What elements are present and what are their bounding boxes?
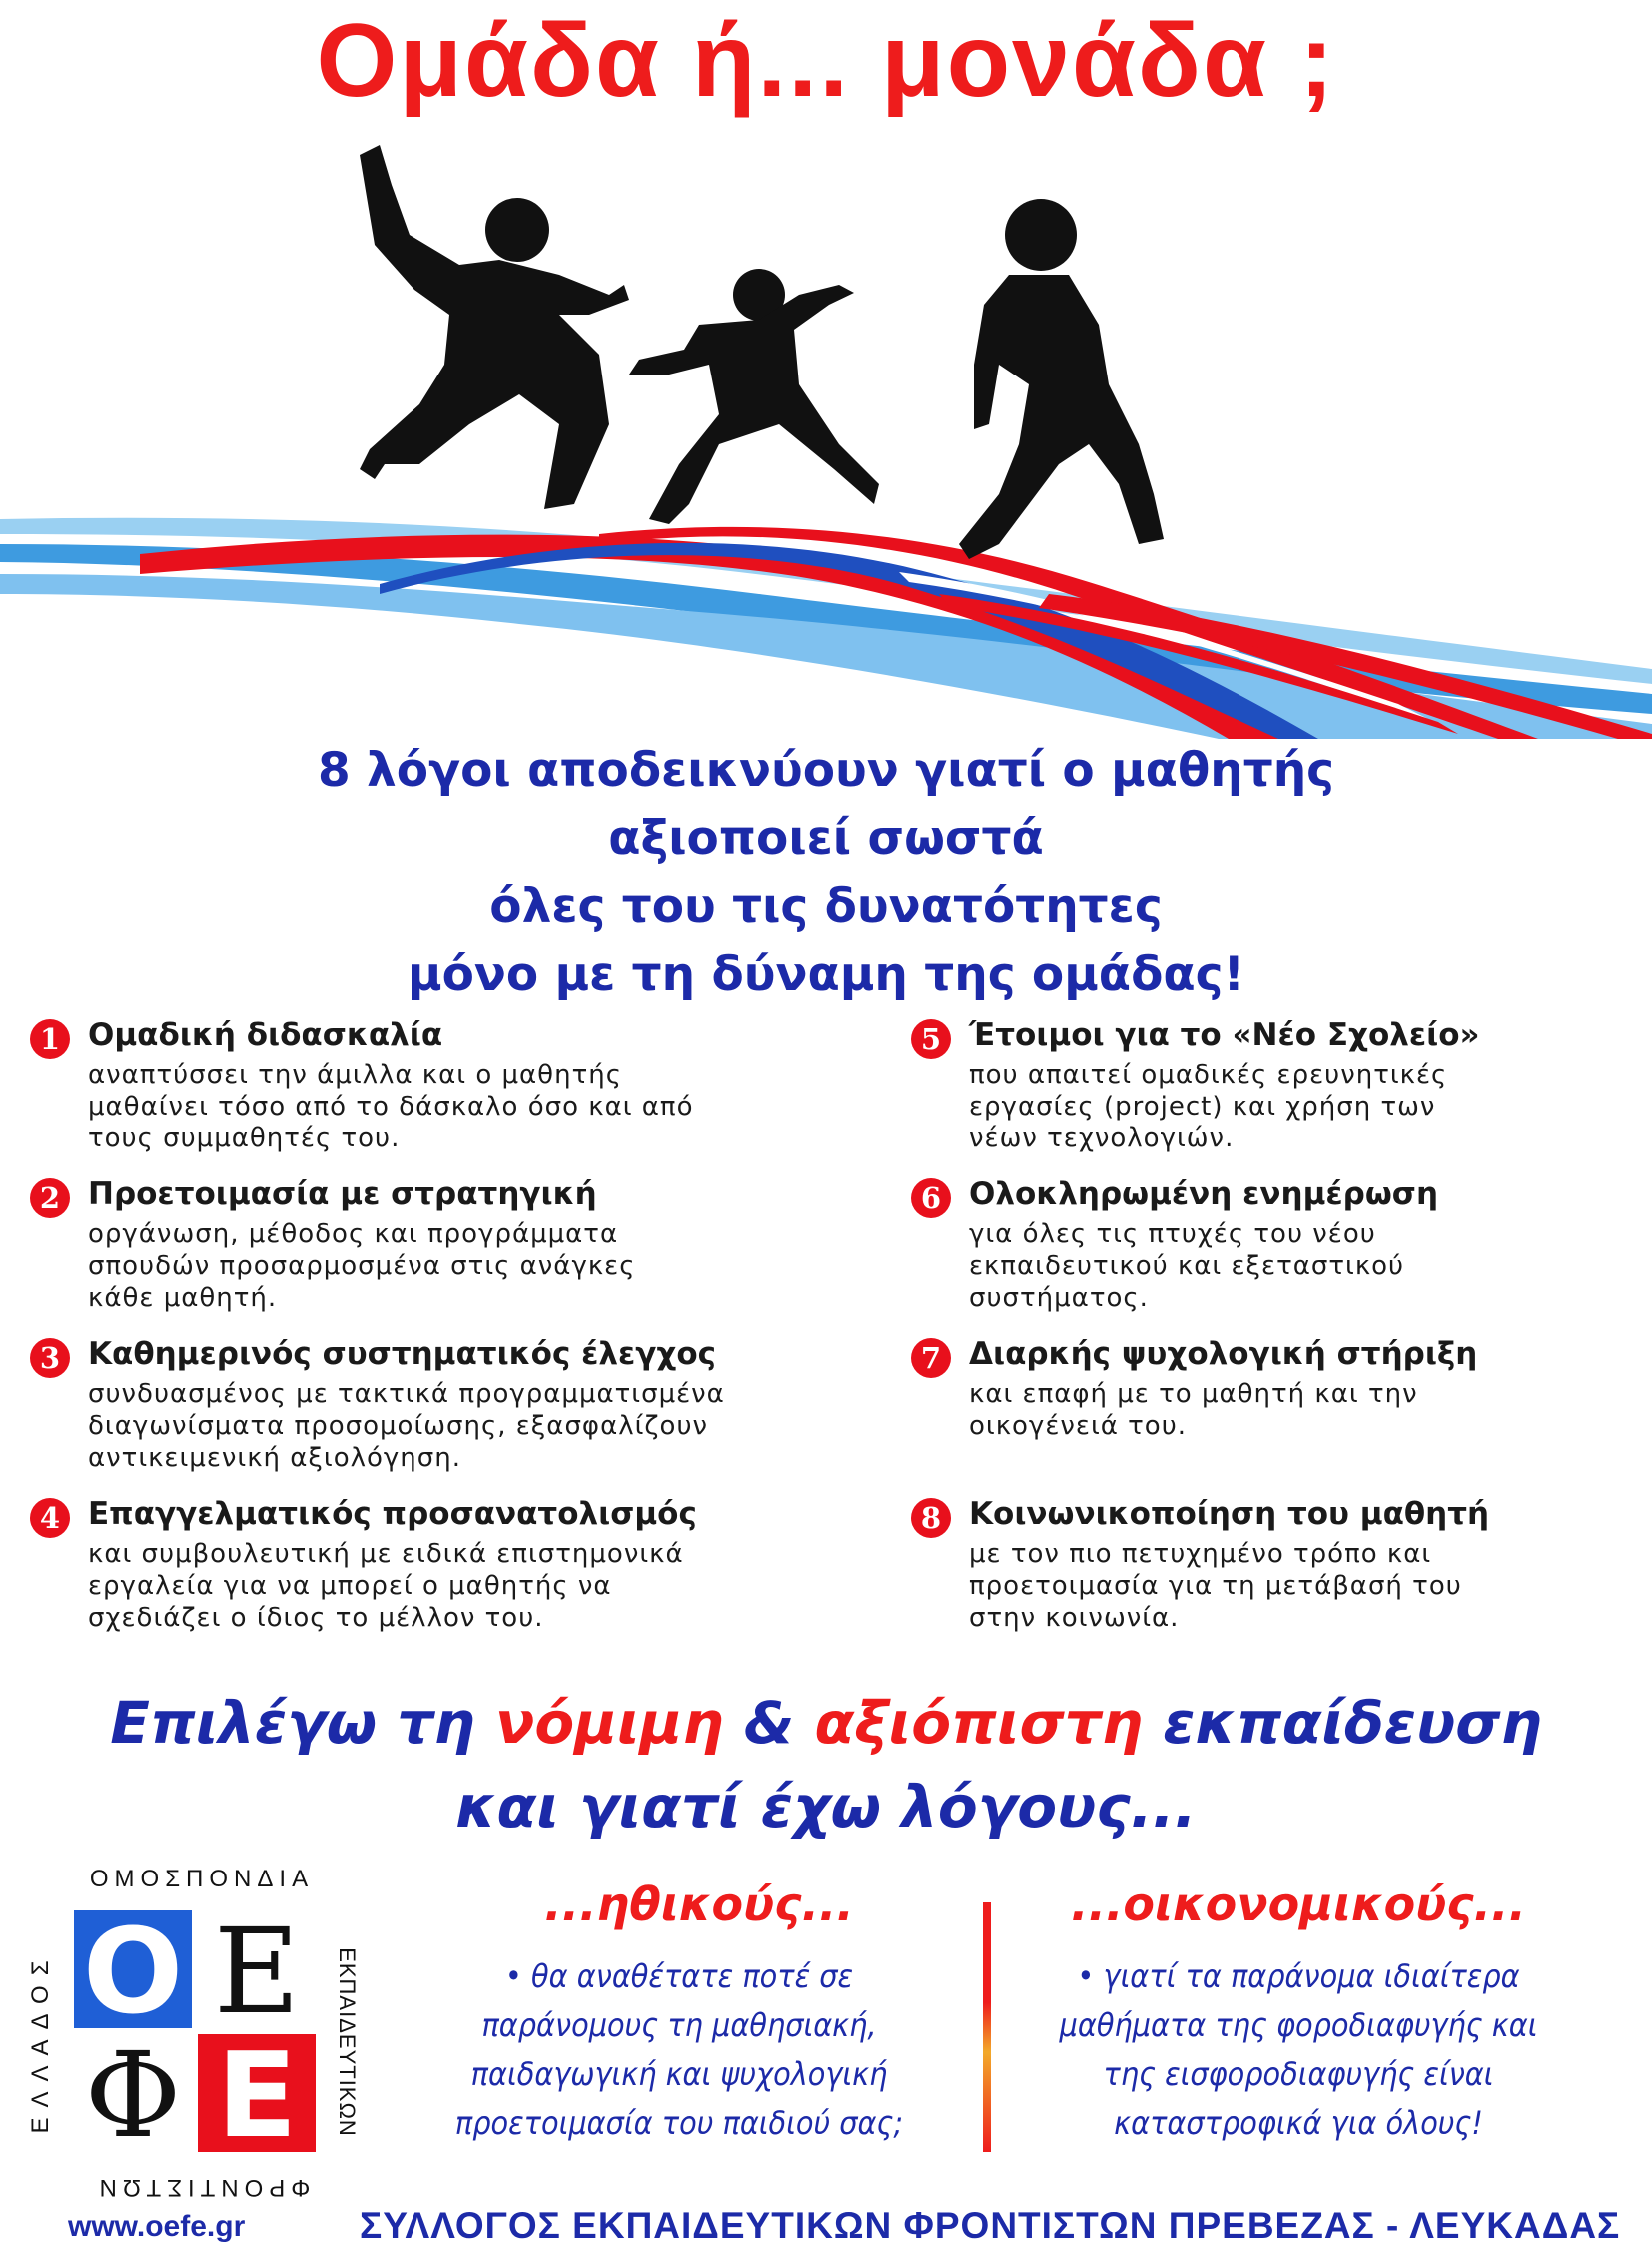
slogan-line2: και γιατί έχω λόγους... bbox=[455, 1773, 1197, 1841]
reason-number-badge: 7 bbox=[911, 1338, 951, 1378]
slogan bbox=[0, 1681, 1652, 1849]
subheading-line: αξιοποιεί σωστά bbox=[608, 811, 1044, 866]
reason-title: Επαγγελματικός προσανατολισμός bbox=[88, 1496, 697, 1532]
subheading-line: 8 λόγοι αποδεικνύουν γιατί ο μαθητής bbox=[317, 743, 1335, 798]
slogan-text: & bbox=[723, 1689, 815, 1757]
reason-text: και επαφή με το μαθητή και την οικογένειά του. bbox=[969, 1379, 1418, 1441]
reason-number-badge: 1 bbox=[30, 1019, 70, 1059]
logo-bottom-text: ΦΡΟΝΤΙΣΤΩΝ bbox=[93, 2174, 311, 2201]
subheading-line: όλες του τις δυνατότητες bbox=[489, 879, 1163, 934]
reason-text: με τον πιο πετυχημένο τρόπο και προετοιμασία για τη μετάβασή του στην κοινωνία. bbox=[969, 1539, 1462, 1633]
reason-title: Έτοιμοι για το «Νέο Σχολείο» bbox=[969, 1017, 1480, 1053]
logo-left-text: ΕΛΛΑΔΟΣ bbox=[27, 1950, 54, 2134]
logo-letter: Ε bbox=[216, 2026, 298, 2164]
column-divider bbox=[983, 1902, 991, 2152]
logo-letter: Φ bbox=[84, 2026, 182, 2164]
logo-right-text: ΕΚΠΑΙΔΕΥΤΙΚΩΝ bbox=[335, 1947, 360, 2137]
reason-number-badge: 4 bbox=[30, 1498, 70, 1538]
slogan-highlight: νόμιμη bbox=[494, 1689, 724, 1757]
reason-text: για όλες τις πτυχές του νέου εκπαιδευτικού και εξεταστικού συστήματος. bbox=[969, 1219, 1405, 1313]
slogan-text: εκπαίδευση bbox=[1143, 1689, 1542, 1757]
page-title: Ομάδα ή... μονάδα ; bbox=[316, 3, 1336, 119]
logo-letter: Ο bbox=[82, 1902, 184, 2040]
website-link[interactable]: www.oefe.gr bbox=[68, 2210, 246, 2243]
reason-text: οργάνωση, μέθοδος και προγράμματα σπουδών προσαρμοσμένα στις ανάγκες κάθε μαθητή. bbox=[88, 1219, 636, 1313]
reason-title: Καθημερινός συστηματικός έλεγχος bbox=[88, 1336, 717, 1372]
ethical-text: • θα αναθέτατε ποτέ σε παράνομους τη μαθησιακή, παιδαγωγική και ψυχολογική προετοιμασία του παιδιού σας; bbox=[454, 1957, 904, 2142]
reason-text: και συμβουλευτική με ειδικά επιστημονικά εργαλεία για να μπορεί ο μαθητής να σχεδιάζει ο ίδιος το μέλλον του. bbox=[88, 1539, 684, 1633]
reason-title: Κοινωνικοποίηση του μαθητή bbox=[969, 1496, 1490, 1532]
slogan-highlight: αξιόπιστη bbox=[814, 1689, 1143, 1757]
reason-text: συνδυασμένος με τακτικά προγραμματισμένα διαγωνίσματα προσομοίωσης, εξασφαλίζουν αντικειμενική αξιολόγηση. bbox=[88, 1379, 725, 1473]
reason-title: Διαρκής ψυχολογική στήριξη bbox=[969, 1336, 1478, 1372]
reason-text: αναπτύσσει την άμιλλα και ο μαθητής μαθαίνει τόσο από το δάσκαλο όσο και από τους συμμαθητές του. bbox=[88, 1060, 694, 1153]
economic-heading: ...οικονομικούς... bbox=[1071, 1877, 1526, 1931]
logo-top-text: ΟΜΟΣΠΟΝΔΙΑ bbox=[89, 1866, 315, 1892]
reason-title: Ολοκληρωμένη ενημέρωση bbox=[969, 1176, 1439, 1212]
reason-number-badge: 8 bbox=[911, 1498, 951, 1538]
logo-letter: Ε bbox=[213, 1902, 301, 2040]
slogan-text: Επιλέγω τη bbox=[110, 1689, 495, 1757]
runner-silhouettes bbox=[360, 145, 1164, 559]
reason-number-badge: 3 bbox=[30, 1338, 70, 1378]
subheading-line: μόνο με τη δύναμη της ομάδας! bbox=[408, 947, 1244, 1002]
reason-text: που απαιτεί ομαδικές ερευνητικές εργασίες (project) και χρήση των νέων τεχνολογιών. bbox=[969, 1060, 1448, 1153]
runners-illustration bbox=[0, 125, 1652, 739]
reason-title: Προετοιμασία με στρατηγική bbox=[88, 1176, 597, 1212]
reason-title: Ομαδική διδασκαλία bbox=[88, 1017, 443, 1053]
economic-text: • γιατί τα παράνομα ιδιαίτερα μαθήματα της φοροδιαφυγής και της εισφοροδιαφυγής είναι καταστροφικά για όλους! bbox=[1059, 1957, 1538, 2142]
oefe-logo bbox=[22, 1863, 362, 2202]
reason-number-badge: 2 bbox=[30, 1178, 70, 1218]
ribbon-waves bbox=[0, 518, 1652, 739]
ethical-heading: ...ηθικούς... bbox=[544, 1877, 854, 1931]
association-name: ΣΥΛΛΟΓΟΣ ΕΚΠΑΙΔΕΥΤΙΚΩΝ ΦΡΟΝΤΙΣΤΩΝ ΠΡΕΒΕΖΑΣ - ΛΕΥΚΑΔΑΣ bbox=[360, 2205, 1621, 2246]
reason-number-badge: 5 bbox=[911, 1019, 951, 1059]
subheading bbox=[0, 737, 1652, 1009]
reason-number-badge: 6 bbox=[911, 1178, 951, 1218]
